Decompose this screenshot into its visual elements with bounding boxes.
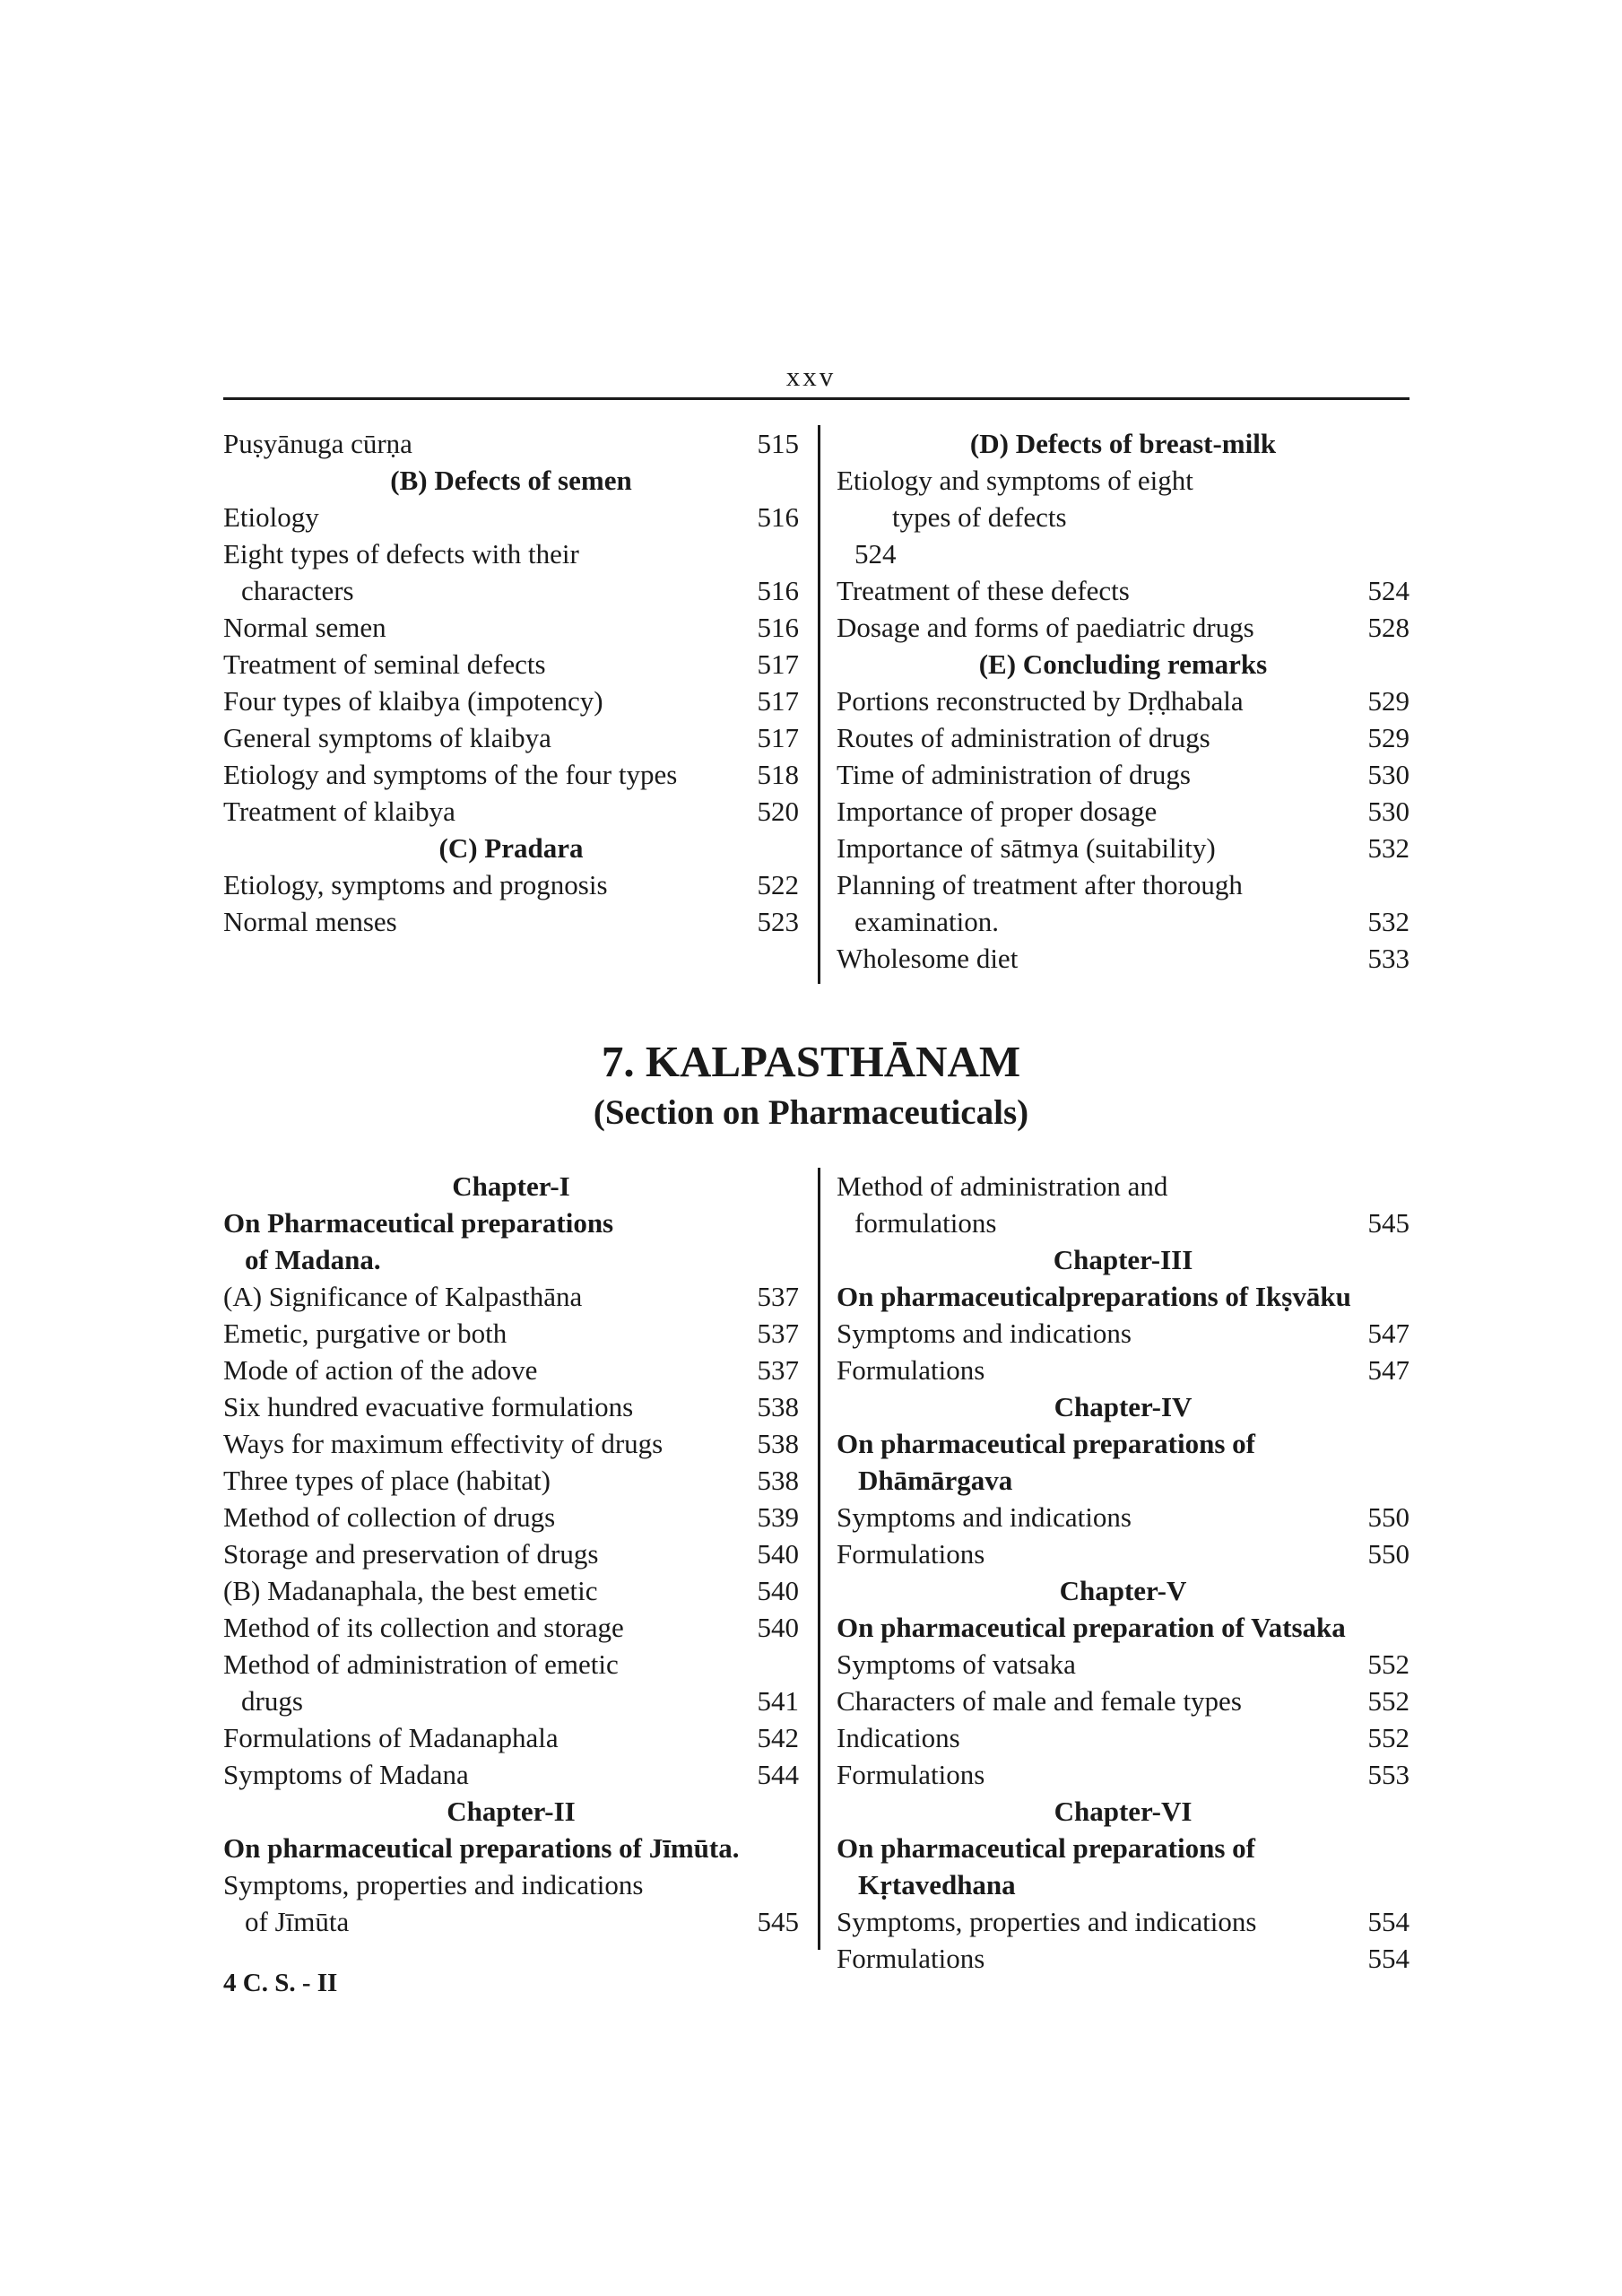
toc-entry [223,1903,799,1940]
toc-entry [837,866,1409,903]
toc-entry [223,1683,799,1719]
entry-page-number: 540 [757,1612,799,1643]
entry-text: Normal semen [223,612,386,643]
toc-entry [837,1940,1409,1977]
toc-heading: Chapter-I [452,1170,570,1202]
toc-entry [837,609,1409,646]
chapter-title: On pharmaceutical preparations of [837,1832,1255,1864]
entry-page-number: 524 [1367,575,1409,606]
toc-entry [837,940,1409,977]
entry-text: Six hundred evacuative formulations [223,1391,634,1422]
toc-entry [223,756,799,793]
toc-entry [223,866,799,903]
toc-entry [837,1535,1409,1572]
lower-column-rule [818,1168,820,1950]
entry-page-number: 554 [1367,1943,1409,1974]
toc-entry [837,1683,1409,1719]
section-title: 7. KALPASTHĀNAM [601,1037,1021,1086]
entry-page-number: 538 [757,1428,799,1459]
upper-left-column [223,425,799,940]
toc-entry [223,1425,799,1462]
signature-mark: 4 C. S. - II [223,1969,338,1997]
entry-text: Formulations of Madanaphala [223,1722,559,1753]
toc-entry [223,683,799,719]
entry-page-number: 523 [757,906,799,937]
entry-page-number: 522 [757,869,799,900]
entry-page-number: 517 [757,648,799,680]
entry-text: Formulations [837,1354,985,1386]
entry-text: Treatment of seminal defects [223,648,546,680]
entry-text: characters [241,575,354,606]
entry-text: Symptoms, properties and indications [223,1869,644,1900]
entry-text: Time of administration of drugs [837,759,1191,790]
toc-heading: (C) Pradara [438,832,584,864]
toc-entry [837,719,1409,756]
entry-text: Etiology and symptoms of eight [837,465,1193,496]
toc-entry [837,1903,1409,1940]
entry-text: Eight types of defects with their [223,538,579,570]
chapter-title: On pharmaceuticalpreparations of Ikṣvāku [837,1281,1351,1312]
entry-text: Importance of sātmya (suitability) [837,832,1216,864]
entry-text: examination. [854,906,999,937]
entry-page-number: 542 [757,1722,799,1753]
entry-text: Routes of administration of drugs [837,722,1210,753]
entry-page-number: 528 [1367,612,1409,643]
entry-page-number: 532 [1367,906,1409,937]
toc-entry [223,1719,799,1756]
toc-entry [837,1756,1409,1793]
toc-entry [837,903,1409,940]
entry-page-number: 529 [1367,722,1409,753]
toc-entry [837,535,1409,572]
entry-page-number: 515 [757,428,799,459]
entry-text: types of defects [892,501,1067,533]
toc-entry [223,1756,799,1793]
entry-page-number: 520 [757,796,799,827]
entry-text: Etiology [223,501,319,533]
toc-entry [837,462,1409,499]
entry-page-number: 545 [1367,1207,1409,1239]
entry-page-number: 545 [757,1906,799,1937]
toc-entry [223,1315,799,1352]
toc-heading: (B) Defects of semen [390,465,632,496]
entry-page-number: 537 [757,1318,799,1349]
toc-heading: Chapter-II [447,1796,576,1827]
toc-entry [837,572,1409,609]
entry-text: Planning of treatment after thorough [837,869,1243,900]
entry-page-number: 552 [1367,1648,1409,1680]
entry-page-number: 553 [1367,1759,1409,1790]
entry-page-number: 516 [757,612,799,643]
entry-text: Storage and preservation of drugs [223,1538,599,1570]
toc-entry [837,793,1409,830]
entry-page-number: 529 [1367,685,1409,717]
entry-page-number: 537 [757,1354,799,1386]
entry-text: Mode of action of the adove [223,1354,538,1386]
entry-text: Method of administration of emetic [223,1648,619,1680]
entry-page-number: 544 [757,1759,799,1790]
toc-entry [223,1646,799,1683]
toc-entry [837,1352,1409,1388]
entry-text: Importance of proper dosage [837,796,1158,827]
entry-text: Emetic, purgative or both [223,1318,507,1349]
toc-heading: Chapter-V [1059,1575,1187,1606]
toc-entry [837,1499,1409,1535]
entry-text: Symptoms of vatsaka [837,1648,1076,1680]
toc-heading: (D) Defects of breast-milk [969,428,1277,459]
toc-entry [223,1278,799,1315]
entry-text: Method of administration and [837,1170,1168,1202]
entry-page-number: 547 [1367,1318,1409,1349]
chapter-title: of Madana. [245,1244,381,1275]
entry-text: General symptoms of klaibya [223,722,551,753]
entry-page-number: 518 [757,759,799,790]
chapter-title: On pharmaceutical preparations of Jīmūta. [223,1832,740,1864]
entry-text: formulations [854,1207,997,1239]
chapter-title: On pharmaceutical preparation of Vatsaka [837,1612,1346,1643]
entry-text: Symptoms, properties and indications [837,1906,1257,1937]
entry-text: Characters of male and female types [837,1685,1242,1717]
lower-right-column [837,1168,1409,1977]
upper-right-column [837,425,1409,977]
entry-text: Symptoms and indications [837,1501,1132,1533]
entry-text: Three types of place (habitat) [223,1465,551,1496]
toc-entry [223,903,799,940]
entry-text: (B) Madanaphala, the best emetic [223,1575,598,1606]
page-number: xxv [785,361,837,392]
entry-page-number: 517 [757,685,799,717]
toc-entry [837,1315,1409,1352]
entry-page-number: 530 [1367,759,1409,790]
entry-text: Indications [837,1722,960,1753]
entry-text: Method of its collection and storage [223,1612,624,1643]
entry-page-number: 533 [1367,943,1409,974]
entry-text: Method of collection of drugs [223,1501,556,1533]
section-subtitle: (Section on Pharmaceuticals) [593,1093,1029,1132]
chapter-title: Kṛtavedhana [858,1869,1016,1900]
toc-entry [837,830,1409,866]
toc-entry [223,499,799,535]
entry-text: Puṣyānuga cūrṇa [223,428,412,459]
toc-entry [837,1719,1409,1756]
entry-page-number: 552 [1367,1685,1409,1717]
chapter-title: Dhāmārgava [858,1465,1013,1496]
entry-page-number: 550 [1367,1538,1409,1570]
upper-column-rule [818,425,820,984]
toc-entry [837,1205,1409,1241]
entry-page-number: 516 [757,501,799,533]
toc-entry [223,646,799,683]
entry-text: Etiology and symptoms of the four types [223,759,678,790]
toc-entry [223,1388,799,1425]
top-rule [223,397,1409,400]
chapter-title: On Pharmaceutical preparations [223,1207,614,1239]
entry-page-number: 541 [757,1685,799,1717]
toc-entry [223,1535,799,1572]
toc-entry [837,683,1409,719]
entry-page-number: 539 [757,1501,799,1533]
chapter-title: On pharmaceutical preparations of [837,1428,1255,1459]
entry-page-number: 530 [1367,796,1409,827]
entry-page-number: 516 [757,575,799,606]
entry-text: Normal menses [223,906,397,937]
toc-entry [223,1352,799,1388]
entry-text: Symptoms and indications [837,1318,1132,1349]
entry-text: Formulations [837,1538,985,1570]
entry-text: drugs [241,1685,303,1717]
entry-text: Dosage and forms of paediatric drugs [837,612,1254,643]
entry-text: Formulations [837,1759,985,1790]
toc-entry [223,535,799,572]
entry-text: Symptoms of Madana [223,1759,469,1790]
entry-page-number: 552 [1367,1722,1409,1753]
entry-page-number: 532 [1367,832,1409,864]
toc-heading: Chapter-IV [1054,1391,1193,1422]
toc-entry [223,719,799,756]
entry-page-number: 538 [757,1465,799,1496]
entry-text: 524 [854,538,897,570]
entry-page-number: 538 [757,1391,799,1422]
toc-entry [837,1168,1409,1205]
entry-page-number: 540 [757,1538,799,1570]
toc-entry [837,1646,1409,1683]
toc-entry [223,609,799,646]
toc-entry [223,425,799,462]
entry-text: Treatment of klaibya [223,796,455,827]
entry-text: Treatment of these defects [837,575,1130,606]
entry-text: of Jīmūta [245,1906,350,1937]
toc-heading: (E) Concluding remarks [978,648,1268,680]
entry-page-number: 540 [757,1575,799,1606]
entry-text: (A) Significance of Kalpasthāna [223,1281,583,1312]
toc-heading: Chapter-III [1053,1244,1193,1275]
entry-text: Etiology, symptoms and prognosis [223,869,608,900]
entry-page-number: 547 [1367,1354,1409,1386]
lower-left-column [223,1168,799,1940]
entry-page-number: 554 [1367,1906,1409,1937]
toc-entry [837,756,1409,793]
toc-entry [223,572,799,609]
entry-page-number: 537 [757,1281,799,1312]
toc-heading: Chapter-VI [1054,1796,1193,1827]
toc-entry [223,1609,799,1646]
toc-entry [223,793,799,830]
toc-entry [837,499,1409,535]
entry-text: Formulations [837,1943,985,1974]
toc-entry [223,1462,799,1499]
entry-text: Ways for maximum effectivity of drugs [223,1428,664,1459]
entry-page-number: 550 [1367,1501,1409,1533]
toc-entry [223,1572,799,1609]
entry-text: Portions reconstructed by Dṛḍhabala [837,685,1244,717]
toc-entry [223,1866,799,1903]
entry-text: Wholesome diet [837,943,1019,974]
entry-text: Four types of klaibya (impotency) [223,685,603,717]
entry-page-number: 517 [757,722,799,753]
toc-entry [223,1499,799,1535]
